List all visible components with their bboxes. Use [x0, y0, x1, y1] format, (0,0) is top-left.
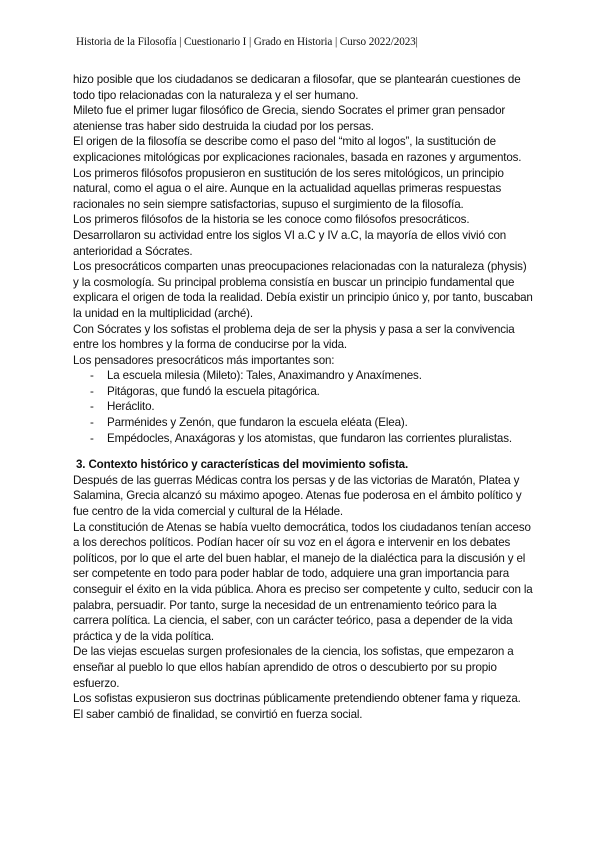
- page-header: Historia de la Filosofía | Cuestionario I | Grado en Historia | Curso 2022/2023|: [76, 36, 418, 48]
- list-item-text: Pitágoras, que fundó la escuela pitagórica.: [107, 384, 320, 398]
- presocratics-list: [73, 368, 533, 446]
- paragraph: De las viejas escuelas surgen profesionales de la ciencia, los sofistas, que empezaron a enseñar al pueblo lo que ellos habían aprendido de otros o descubierto por su propio esfuerzo.: [73, 645, 514, 690]
- list-item: [73, 368, 533, 384]
- list-dash: -: [90, 431, 94, 445]
- list-item-text: Parménides y Zenón, que fundaron la escuela eléata (Elea).: [107, 416, 408, 430]
- document-body: [73, 72, 533, 722]
- list-dash: -: [90, 384, 94, 398]
- list-dash: -: [90, 416, 94, 430]
- paragraph: Los pensadores presocráticos más importantes son:: [73, 353, 335, 367]
- list-item: [73, 399, 533, 415]
- section-heading: 3. Contexto histórico y características del movimiento sofista.: [76, 458, 409, 472]
- list-item: [73, 431, 533, 447]
- paragraph: Los sofistas expusieron sus doctrinas públicamente pretendiendo obtener fama y riqueza. El saber cambió de finalidad, se convirtió en fuerza social.: [73, 692, 521, 721]
- paragraph: hizo posible que los ciudadanos se dedicaran a filosofar, que se plantearán cuestiones de todo tipo relacionadas con la naturaleza y el ser humano.: [73, 73, 521, 102]
- paragraph: Después de las guerras Médicas contra los persas y de las victorias de Maratón, Platea y Salamina, Grecia alcanzó su máximo apogeo. Atenas fue poderosa en el ámbito político y fue centro de la vida comercial y cultural de la Hélade.: [73, 473, 522, 519]
- list-item-text: Heráclito.: [107, 400, 155, 414]
- paragraph: Los primeros filósofos de la historia se les conoce como filósofos presocráticos. Desarrollaron su actividad entre los siglos VI a.C y IV a.C, la mayoría de ellos vivió con anterioridad a Sócrates.: [73, 213, 507, 258]
- paragraph: Mileto fue el primer lugar filosófico de Grecia, siendo Socrates el primer gran pensador ateniense tras haber sido destruida la ciudad por los persas.: [73, 104, 506, 133]
- list-dash: -: [90, 369, 94, 383]
- paragraph: El origen de la filosofía se describe como el paso del “mito al logos”, la sustitución de explicaciones mitológicas por explicaciones racionales, basada en razones y argumentos.: [73, 135, 522, 164]
- paragraph: Los presocráticos comparten unas preocupaciones relacionadas con la naturaleza (physis) y la cosmología. Su principal problema consistía en buscar un principio fundamental que explicara el origen de toda la realidad. Debía existir un principio único y, por tanto, buscaban la unidad en la multiplicidad (arché).: [73, 260, 533, 320]
- list-item: [73, 384, 533, 400]
- paragraph: Los primeros filósofos propusieron en sustitución de los seres mitológicos, un principio natural, como el agua o el aire. Aunque en la actualidad aquellas primeras respuestas racionales no sein siempre satisfactorias, supuso el surgimiento de la filosofía.: [73, 166, 504, 211]
- list-item-text: Empédocles, Anaxágoras y los atomistas, que fundaron las corrientes pluralistas.: [107, 431, 512, 445]
- list-item-text: La escuela milesia (Mileto): Tales, Anaximandro y Anaxímenes.: [107, 369, 422, 383]
- paragraph: La constitución de Atenas se había vuelto democrática, todos los ciudadanos tenían acceso a los derechos políticos. Podían hacer oír su voz en el ágora e intervenir en los debates políticos, por lo que el arte del buen hablar, el manejo de la dialéctica para la discusión y el ser competente en todo para poder hablar de todo, adquiere una gran importancia para conseguir el éxito en la vida pública. Ahora es preciso ser competente y culto, seducir con la palabra, persuadir. Por tanto, surge la necesidad de un entrenamiento teórico para la carrera política. La ciencia, el saber, con un carácter teórico, pasa a depender de la vida práctica y de la vida política.: [73, 520, 533, 643]
- list-item: [73, 415, 533, 431]
- list-dash: -: [90, 400, 94, 414]
- paragraph: Con Sócrates y los sofistas el problema deja de ser la physis y pasa a ser la convivencia entre los hombres y la forma de conducirse por la vida.: [73, 322, 515, 352]
